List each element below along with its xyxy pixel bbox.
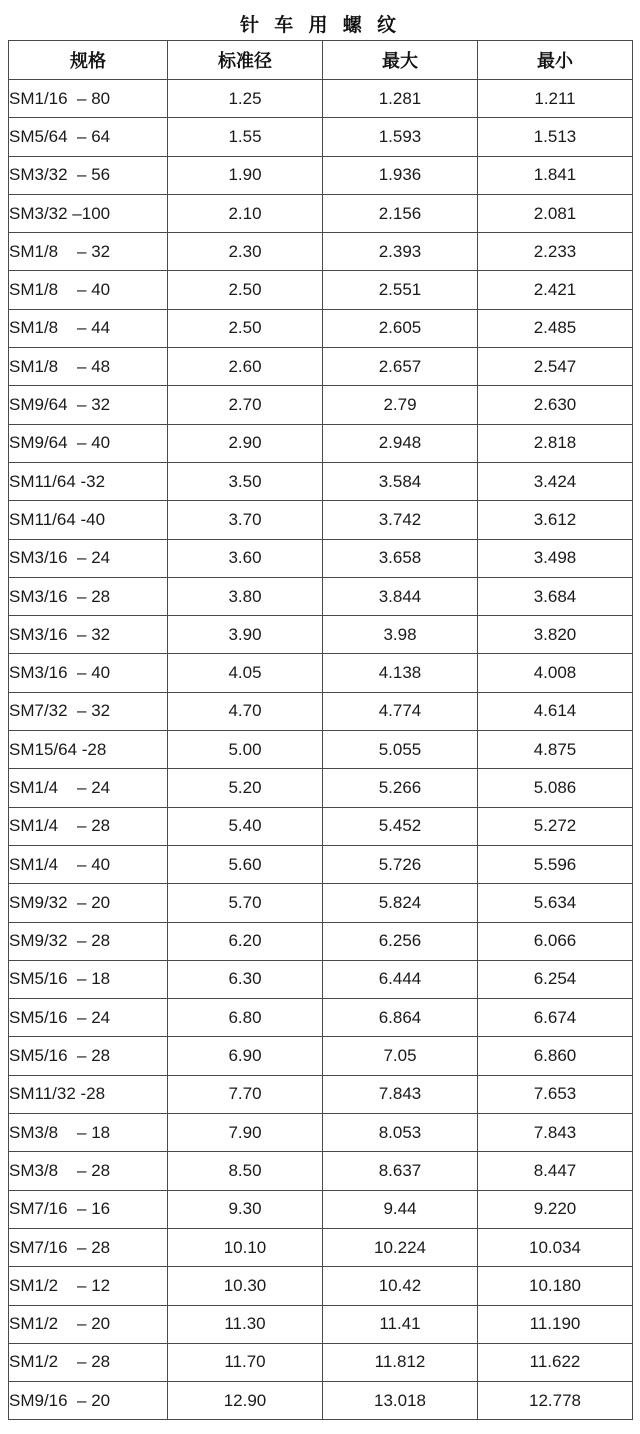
cell-standard-diameter: 6.80: [168, 999, 323, 1037]
cell-spec: SM15/64 -28: [9, 731, 168, 769]
cell-max: 7.843: [323, 1075, 478, 1113]
cell-min: 9.220: [478, 1190, 633, 1228]
cell-min: 6.066: [478, 922, 633, 960]
table-row: [9, 80, 633, 118]
table-row: [9, 999, 633, 1037]
cell-min: 11.190: [478, 1305, 633, 1343]
cell-standard-diameter: 2.50: [168, 309, 323, 347]
cell-max: 6.256: [323, 922, 478, 960]
cell-min: 10.180: [478, 1267, 633, 1305]
cell-max: 5.824: [323, 884, 478, 922]
cell-min: 2.081: [478, 194, 633, 232]
cell-max: 13.018: [323, 1382, 478, 1420]
cell-min: 12.778: [478, 1382, 633, 1420]
cell-standard-diameter: 1.55: [168, 118, 323, 156]
cell-standard-diameter: 3.50: [168, 462, 323, 500]
cell-standard-diameter: 3.80: [168, 577, 323, 615]
cell-standard-diameter: 5.70: [168, 884, 323, 922]
cell-spec: SM9/64 – 32: [9, 386, 168, 424]
table-row: [9, 807, 633, 845]
cell-max: 3.844: [323, 577, 478, 615]
cell-spec: SM9/64 – 40: [9, 424, 168, 462]
table-row: [9, 118, 633, 156]
cell-min: 2.630: [478, 386, 633, 424]
cell-max: 3.98: [323, 616, 478, 654]
cell-max: 2.551: [323, 271, 478, 309]
cell-max: 11.812: [323, 1343, 478, 1381]
cell-standard-diameter: 5.60: [168, 845, 323, 883]
cell-spec: SM11/64 -32: [9, 462, 168, 500]
cell-spec: SM9/32 – 20: [9, 884, 168, 922]
cell-min: 10.034: [478, 1228, 633, 1266]
table-row: [9, 1190, 633, 1228]
cell-max: 2.657: [323, 348, 478, 386]
cell-spec: SM1/4 – 40: [9, 845, 168, 883]
cell-min: 2.421: [478, 271, 633, 309]
cell-min: 6.860: [478, 1037, 633, 1075]
table-row: [9, 1228, 633, 1266]
cell-spec: SM5/16 – 24: [9, 999, 168, 1037]
cell-standard-diameter: 2.30: [168, 233, 323, 271]
cell-max: 10.42: [323, 1267, 478, 1305]
cell-max: 10.224: [323, 1228, 478, 1266]
cell-standard-diameter: 8.50: [168, 1152, 323, 1190]
cell-standard-diameter: 7.70: [168, 1075, 323, 1113]
column-header-min: 最小: [478, 41, 633, 80]
cell-spec: SM3/32 –100: [9, 194, 168, 232]
table-row: [9, 692, 633, 730]
cell-max: 9.44: [323, 1190, 478, 1228]
table-row: [9, 156, 633, 194]
column-header-max: 最大: [323, 41, 478, 80]
cell-standard-diameter: 2.90: [168, 424, 323, 462]
table-row: [9, 960, 633, 998]
table-row: [9, 1305, 633, 1343]
cell-spec: SM3/32 – 56: [9, 156, 168, 194]
table-row: [9, 731, 633, 769]
column-header-standard-diameter: 标准径: [168, 41, 323, 80]
table-row: [9, 1382, 633, 1420]
cell-spec: SM1/8 – 44: [9, 309, 168, 347]
cell-standard-diameter: 2.50: [168, 271, 323, 309]
cell-standard-diameter: 11.30: [168, 1305, 323, 1343]
cell-max: 1.593: [323, 118, 478, 156]
cell-spec: SM5/64 – 64: [9, 118, 168, 156]
cell-max: 5.726: [323, 845, 478, 883]
cell-min: 7.653: [478, 1075, 633, 1113]
cell-spec: SM3/8 – 18: [9, 1114, 168, 1152]
cell-min: 11.622: [478, 1343, 633, 1381]
table-row: [9, 501, 633, 539]
cell-spec: SM5/16 – 28: [9, 1037, 168, 1075]
table-header-row: [9, 41, 633, 80]
table-row: [9, 616, 633, 654]
cell-max: 2.79: [323, 386, 478, 424]
table-row: [9, 769, 633, 807]
cell-min: 8.447: [478, 1152, 633, 1190]
cell-max: 11.41: [323, 1305, 478, 1343]
cell-min: 3.612: [478, 501, 633, 539]
cell-spec: SM7/32 – 32: [9, 692, 168, 730]
cell-spec: SM11/64 -40: [9, 501, 168, 539]
cell-spec: SM11/32 -28: [9, 1075, 168, 1113]
table-row: [9, 845, 633, 883]
cell-spec: SM1/2 – 20: [9, 1305, 168, 1343]
cell-min: 5.634: [478, 884, 633, 922]
cell-min: 2.233: [478, 233, 633, 271]
table-row: [9, 577, 633, 615]
cell-standard-diameter: 10.30: [168, 1267, 323, 1305]
cell-spec: SM1/8 – 40: [9, 271, 168, 309]
table-row: [9, 884, 633, 922]
cell-min: 1.211: [478, 80, 633, 118]
cell-max: 4.774: [323, 692, 478, 730]
cell-standard-diameter: 6.90: [168, 1037, 323, 1075]
cell-standard-diameter: 3.70: [168, 501, 323, 539]
cell-min: 3.684: [478, 577, 633, 615]
cell-min: 5.596: [478, 845, 633, 883]
table-row: [9, 194, 633, 232]
cell-standard-diameter: 1.90: [168, 156, 323, 194]
cell-max: 8.637: [323, 1152, 478, 1190]
cell-standard-diameter: 12.90: [168, 1382, 323, 1420]
cell-standard-diameter: 6.30: [168, 960, 323, 998]
table-row: [9, 654, 633, 692]
cell-max: 2.605: [323, 309, 478, 347]
cell-max: 7.05: [323, 1037, 478, 1075]
cell-min: 7.843: [478, 1114, 633, 1152]
cell-standard-diameter: 4.70: [168, 692, 323, 730]
cell-standard-diameter: 3.60: [168, 539, 323, 577]
cell-max: 2.393: [323, 233, 478, 271]
cell-spec: SM7/16 – 28: [9, 1228, 168, 1266]
cell-standard-diameter: 5.00: [168, 731, 323, 769]
cell-min: 5.272: [478, 807, 633, 845]
cell-min: 3.498: [478, 539, 633, 577]
cell-max: 3.658: [323, 539, 478, 577]
cell-standard-diameter: 9.30: [168, 1190, 323, 1228]
table-row: [9, 1267, 633, 1305]
cell-min: 4.008: [478, 654, 633, 692]
cell-max: 4.138: [323, 654, 478, 692]
cell-standard-diameter: 5.40: [168, 807, 323, 845]
cell-max: 5.452: [323, 807, 478, 845]
cell-max: 8.053: [323, 1114, 478, 1152]
table-row: [9, 1114, 633, 1152]
cell-standard-diameter: 1.25: [168, 80, 323, 118]
cell-spec: SM1/2 – 12: [9, 1267, 168, 1305]
cell-spec: SM7/16 – 16: [9, 1190, 168, 1228]
cell-standard-diameter: 6.20: [168, 922, 323, 960]
table-body: [9, 80, 633, 1420]
table-title-row: [9, 6, 633, 41]
table-row: [9, 424, 633, 462]
page-title: 针 车 用 螺 纹: [239, 14, 402, 36]
cell-min: 1.513: [478, 118, 633, 156]
cell-max: 3.742: [323, 501, 478, 539]
cell-max: 6.864: [323, 999, 478, 1037]
cell-min: 5.086: [478, 769, 633, 807]
cell-min: 4.614: [478, 692, 633, 730]
cell-min: 6.254: [478, 960, 633, 998]
thread-spec-table: [8, 6, 633, 1420]
cell-standard-diameter: 2.10: [168, 194, 323, 232]
cell-min: 3.424: [478, 462, 633, 500]
cell-max: 1.281: [323, 80, 478, 118]
cell-standard-diameter: 10.10: [168, 1228, 323, 1266]
table-row: [9, 1037, 633, 1075]
cell-spec: SM3/8 – 28: [9, 1152, 168, 1190]
table-row: [9, 1075, 633, 1113]
cell-spec: SM3/16 – 24: [9, 539, 168, 577]
cell-standard-diameter: 2.70: [168, 386, 323, 424]
cell-max: 2.948: [323, 424, 478, 462]
cell-min: 3.820: [478, 616, 633, 654]
cell-min: 6.674: [478, 999, 633, 1037]
cell-min: 1.841: [478, 156, 633, 194]
table-row: [9, 271, 633, 309]
cell-spec: SM5/16 – 18: [9, 960, 168, 998]
cell-standard-diameter: 5.20: [168, 769, 323, 807]
cell-standard-diameter: 7.90: [168, 1114, 323, 1152]
cell-max: 1.936: [323, 156, 478, 194]
cell-spec: SM1/4 – 28: [9, 807, 168, 845]
cell-max: 3.584: [323, 462, 478, 500]
cell-standard-diameter: 11.70: [168, 1343, 323, 1381]
cell-standard-diameter: 4.05: [168, 654, 323, 692]
cell-max: 5.055: [323, 731, 478, 769]
cell-spec: SM9/32 – 28: [9, 922, 168, 960]
cell-spec: SM9/16 – 20: [9, 1382, 168, 1420]
cell-standard-diameter: 3.90: [168, 616, 323, 654]
table-row: [9, 309, 633, 347]
cell-max: 5.266: [323, 769, 478, 807]
cell-spec: SM1/16 – 80: [9, 80, 168, 118]
column-header-spec: 规格: [9, 41, 168, 80]
table-row: [9, 233, 633, 271]
cell-standard-diameter: 2.60: [168, 348, 323, 386]
table-row: [9, 1343, 633, 1381]
cell-spec: SM3/16 – 28: [9, 577, 168, 615]
table-row: [9, 1152, 633, 1190]
cell-spec: SM1/4 – 24: [9, 769, 168, 807]
cell-min: 2.547: [478, 348, 633, 386]
cell-spec: SM3/16 – 32: [9, 616, 168, 654]
cell-spec: SM1/2 – 28: [9, 1343, 168, 1381]
table-row: [9, 539, 633, 577]
cell-spec: SM1/8 – 32: [9, 233, 168, 271]
cell-max: 2.156: [323, 194, 478, 232]
cell-min: 2.485: [478, 309, 633, 347]
cell-spec: SM3/16 – 40: [9, 654, 168, 692]
table-row: [9, 348, 633, 386]
table-row: [9, 462, 633, 500]
table-row: [9, 386, 633, 424]
cell-min: 2.818: [478, 424, 633, 462]
table-row: [9, 922, 633, 960]
cell-max: 6.444: [323, 960, 478, 998]
cell-spec: SM1/8 – 48: [9, 348, 168, 386]
cell-min: 4.875: [478, 731, 633, 769]
